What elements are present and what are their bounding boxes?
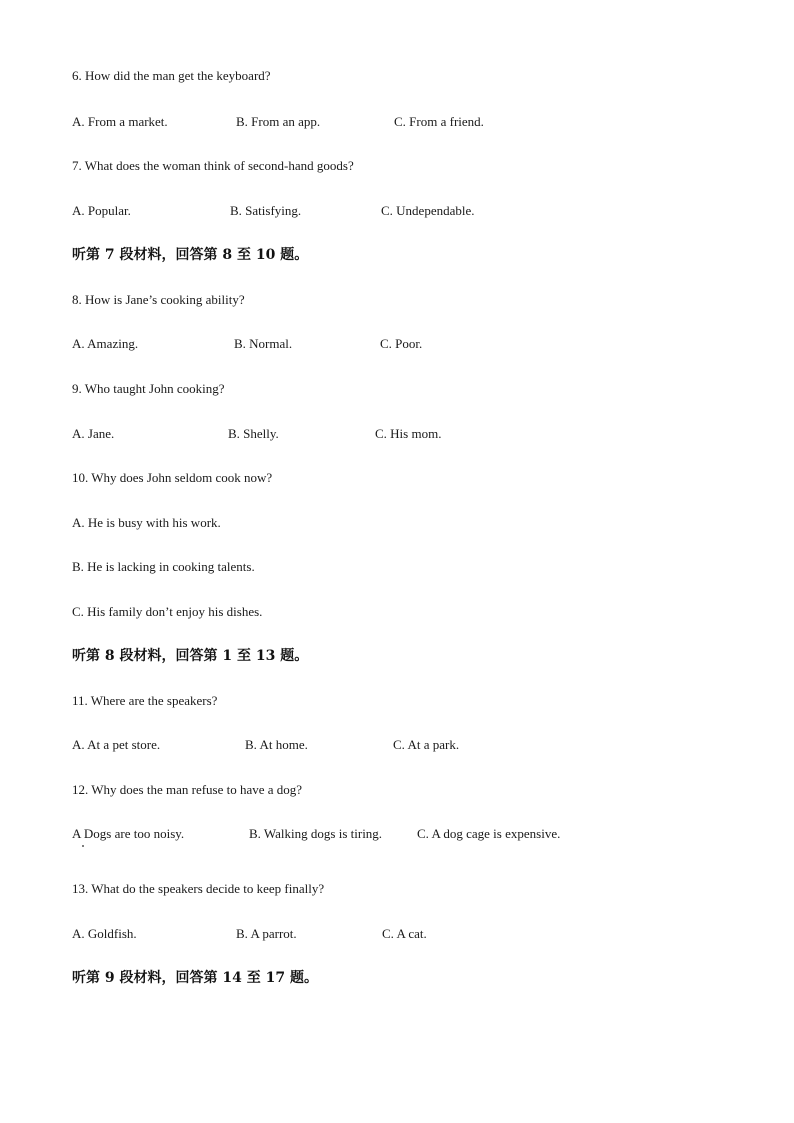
q13-option-b: B. A parrot. xyxy=(236,926,297,941)
question-6: 6. How did the man get the keyboard? xyxy=(72,68,271,83)
q9-option-b: B. Shelly. xyxy=(228,426,279,441)
q13-option-a: A. Goldfish. xyxy=(72,926,137,941)
q7-option-c: C. Undependable. xyxy=(381,203,475,218)
question-10: 10. Why does John seldom cook now? xyxy=(72,470,273,485)
q9-option-c: C. His mom. xyxy=(375,426,442,441)
q12-option-c: C. A dog cage is expensive. xyxy=(417,826,561,841)
q12-option-b: B. Walking dogs is tiring. xyxy=(249,826,383,841)
q10-option-a: A. He is busy with his work. xyxy=(72,515,221,530)
q11-option-a: A. At a pet store. xyxy=(72,737,161,752)
q11-option-c: C. At a park. xyxy=(393,737,460,752)
q12-option-a: A Dogs are too noisy. xyxy=(72,826,185,841)
q8-option-b: B. Normal. xyxy=(234,336,293,351)
section-7-heading: 听第 7 段材料，回答第 8 至 10 题。 xyxy=(72,247,309,263)
q6-option-a: A. From a market. xyxy=(72,114,168,129)
q8-option-c: C. Poor. xyxy=(380,336,423,351)
question-7: 7. What does the woman think of second-hand goods? xyxy=(72,158,354,173)
question-9: 9. Who taught John cooking? xyxy=(72,381,225,396)
q11-option-b: B. At home. xyxy=(245,737,308,752)
question-8: 8. How is Jane’s cooking ability? xyxy=(72,292,245,307)
q7-option-b: B. Satisfying. xyxy=(230,203,302,218)
q10-option-b: B. He is lacking in cooking talents. xyxy=(72,559,255,574)
q8-option-a: A. Amazing. xyxy=(72,336,139,351)
section-9-heading: 听第 9 段材料，回答第 14 至 17 题。 xyxy=(72,970,318,986)
stray-dot-mark xyxy=(82,845,84,847)
q13-option-c: C. A cat. xyxy=(382,926,427,941)
q10-option-c: C. His family don’t enjoy his dishes. xyxy=(72,604,263,619)
q6-option-b: B. From an app. xyxy=(236,114,321,129)
q9-option-a: A. Jane. xyxy=(72,426,115,441)
section-8-heading: 听第 8 段材料，回答第 1 至 13 题。 xyxy=(72,648,309,664)
q7-option-a: A. Popular. xyxy=(72,203,131,218)
question-11: 11. Where are the speakers? xyxy=(72,693,218,708)
question-12: 12. Why does the man refuse to have a dog? xyxy=(72,782,303,797)
q6-option-c: C. From a friend. xyxy=(394,114,484,129)
question-13: 13. What do the speakers decide to keep finally? xyxy=(72,881,325,896)
